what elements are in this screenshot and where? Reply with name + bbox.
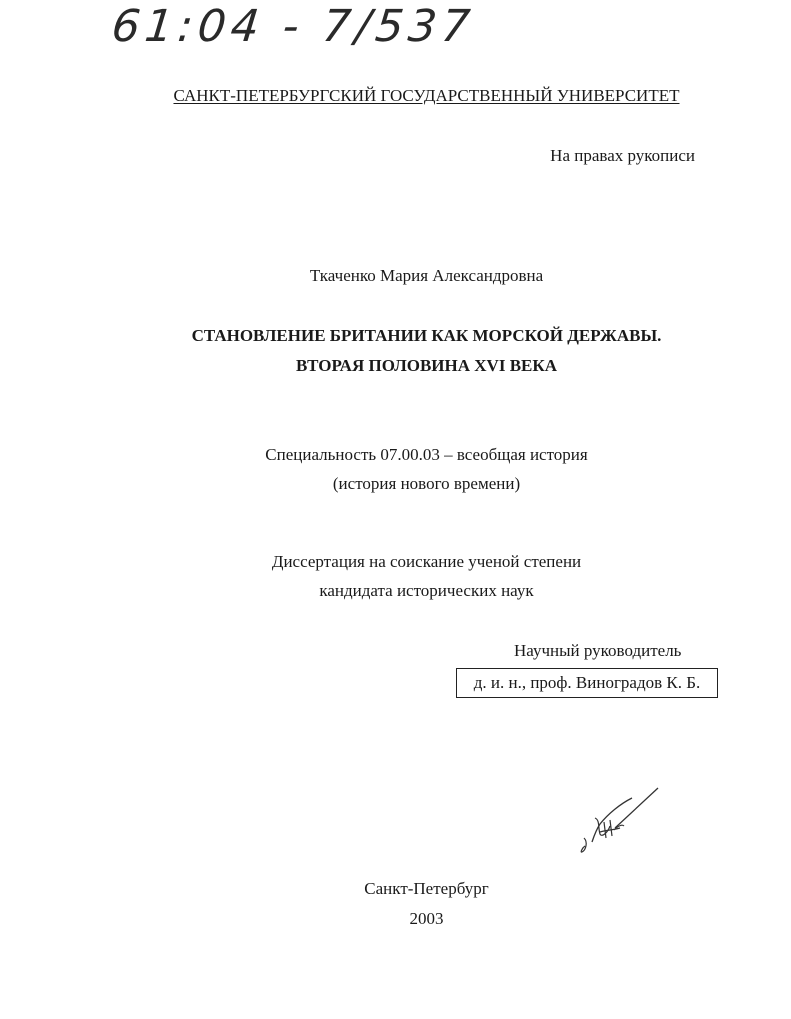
specialty-line-2: (история нового времени) xyxy=(332,474,521,493)
rights-note: На правах рукописи xyxy=(550,146,695,165)
university-name: САНКТ-ПЕТЕРБУРГСКИЙ ГОСУДАРСТВЕННЫЙ УНИВЕРСИТЕТ xyxy=(173,86,680,105)
dissertation-line-1: Диссертация на соискание ученой степени xyxy=(271,552,582,571)
author-name: Ткаченко Мария Александровна xyxy=(309,266,544,285)
dissertation-line-2: кандидата исторических наук xyxy=(319,581,534,600)
city: Санкт-Петербург xyxy=(364,879,489,898)
thesis-title-line-1: СТАНОВЛЕНИЕ БРИТАНИИ КАК МОРСКОЙ ДЕРЖАВЫ. xyxy=(191,326,662,345)
advisor-label: Научный руководитель xyxy=(514,641,682,660)
thesis-title-line-2: ВТОРАЯ ПОЛОВИНА XVI ВЕКА xyxy=(296,356,557,375)
handwritten-catalog-number: 61:04 - 7/537 xyxy=(109,1,478,52)
year: 2003 xyxy=(409,909,444,928)
signature-icon xyxy=(570,780,670,860)
advisor-name-box: д. и. н., проф. Виноградов К. Б. xyxy=(456,668,718,698)
specialty-line-1: Специальность 07.00.03 – всеобщая история xyxy=(265,445,588,464)
